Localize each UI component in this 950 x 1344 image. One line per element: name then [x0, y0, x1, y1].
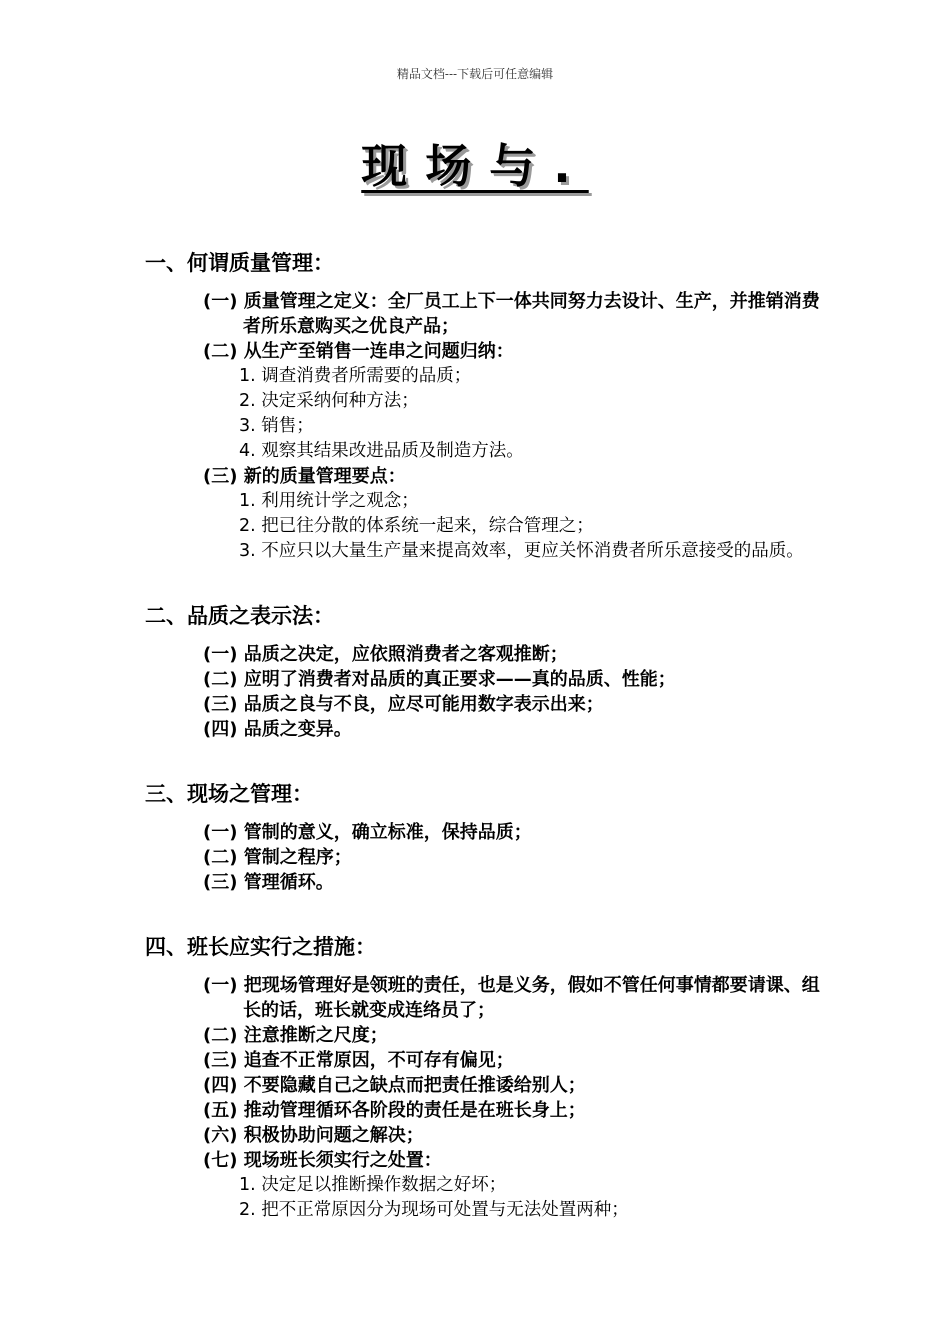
- list-item: 2. 把已往分散的体系统一起来，综合管理之；: [239, 516, 594, 536]
- section-heading: 二、品质之表示法：: [145, 604, 334, 628]
- document-body: [145, 247, 825, 1259]
- sub-item: (五) 推动管理循环各阶段的责任是在班长身上；: [203, 1100, 586, 1121]
- section-heading: 三、现场之管理：: [145, 782, 313, 806]
- sub-item: (三) 新的质量管理要点：: [203, 466, 406, 487]
- sub-item: (二) 注意推断之尺度；: [203, 1025, 388, 1046]
- sub-item: (二) 管制之程序；: [203, 847, 352, 868]
- sub-item: (二) 应明了消费者对品质的真正要求——真的品质、性能；: [203, 669, 676, 690]
- list-item: 1. 决定足以推断操作数据之好坏；: [239, 1175, 507, 1195]
- list-item: 1. 利用统计学之观念；: [239, 491, 419, 511]
- sub-item: (三) 管理循环。: [203, 872, 334, 893]
- section-2: [145, 600, 825, 742]
- sub-item: (一) 把现场管理好是领班的责任，也是义务，假如不管任何事情都要请课、组长的话，班长就变成连络员了；: [203, 975, 820, 1021]
- sub-item: (七) 现场班长须实行之处置：: [203, 1150, 442, 1171]
- section-heading: 一、何谓质量管理：: [145, 251, 334, 275]
- section-1: [145, 247, 825, 564]
- list-item: 3. 不应只以大量生产量来提高效率，更应关怀消费者所乐意接受的品质。: [239, 541, 804, 561]
- list-item: 4. 观察其结果改进品质及制造方法。: [239, 441, 524, 461]
- list-item: 3. 销售；: [239, 416, 314, 436]
- section-heading: 四、班长应实行之措施：: [145, 935, 376, 959]
- section-3: [145, 778, 825, 895]
- sub-item: (三) 品质之良与不良，应尽可能用数字表示出来；: [203, 694, 604, 715]
- list-item: 1. 调查消费者所需要的品质；: [239, 366, 472, 386]
- section-4: [145, 931, 825, 1223]
- sub-item: (一) 管制的意义，确立标准，保持品质；: [203, 822, 532, 843]
- sub-item: (三) 追查不正常原因，不可存有偏见；: [203, 1050, 514, 1071]
- sub-item: (一) 质量管理之定义：全厂员工上下一体共同努力去设计、生产，并推销消费者所乐意购买之优良产品；: [203, 291, 820, 337]
- page-header: 精品文档---下载后可任意编辑: [396, 67, 554, 81]
- sub-item: (六) 积极协助问题之解决；: [203, 1125, 424, 1146]
- list-item: 2. 决定采纳何种方法；: [239, 391, 419, 411]
- sub-item: (四) 品质之变异。: [203, 719, 352, 740]
- sub-item: (一) 品质之决定，应依照消费者之客观推断；: [203, 644, 568, 665]
- sub-item: (二) 从生产至销售一连串之问题归纳：: [203, 341, 514, 362]
- sub-item: (四) 不要隐藏自己之缺点而把责任推诿给别人；: [203, 1075, 586, 1096]
- list-item: 2. 把不正常原因分为现场可处置与无法处置两种；: [239, 1200, 629, 1220]
- document-title: 现场与.: [361, 139, 589, 193]
